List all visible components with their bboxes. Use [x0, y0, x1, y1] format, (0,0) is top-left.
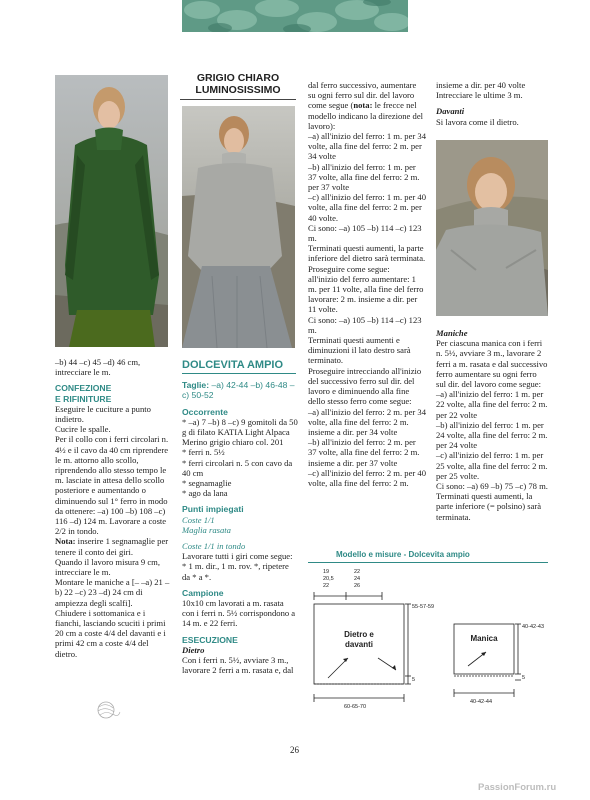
col3-line-4: Terminati questi aumenti, la parte inferiore del dietro sarà terminata. — [308, 243, 426, 264]
col3-line-2: –c) all'inizio del ferro: 1 m. per 40 volte, alla fine del ferro: 2 m. per 40 volte. — [308, 192, 427, 223]
col4-top-1: insieme a dir. per 40 volte — [436, 80, 526, 90]
occorrente-3: * ferri circolari n. 5 con cavo da 40 cm — [182, 457, 293, 478]
col3-text — [308, 80, 426, 488]
maniche-line-3: –c) all'inizio del ferro: 1 m. per 25 volte, alla fine del ferro: 2 m. per 25 volte. — [436, 450, 548, 481]
col3-p1a: dal ferro successivo, aumentare su ogni ferro sul dir. del lavoro come segue ( — [308, 80, 417, 111]
col4-top-2: Intrecciare le ultime 3 m. — [436, 90, 523, 101]
section-title-line-2: LUMINOSISSIMO — [195, 84, 281, 96]
top-left-measure-1: 19 — [323, 569, 330, 575]
punto-rasata: Maglia rasata — [182, 524, 231, 535]
label-manica: Manica — [470, 634, 498, 643]
top-right-measure-1: 22 — [354, 569, 361, 575]
col1-text — [55, 357, 171, 659]
esecuzione-label: ESECUZIONE — [182, 634, 238, 645]
maniche-label: Maniche — [436, 328, 468, 338]
nota-label: Nota: — [55, 536, 76, 547]
campione-label: Campione — [182, 587, 224, 598]
photo-smiling-woman — [436, 140, 548, 316]
maniche-line-5: Terminati questi aumenti, la parte inferiore (= polsino) sarà terminata. — [436, 491, 542, 522]
col3-line-9: Proseguire intrecciando all'inizio del successivo ferro sul dir. del lavoro e diminuendo alla fine dello stesso ferro come segue: — [308, 365, 422, 407]
top-left-measure-2: 20,5 — [323, 576, 334, 582]
col1-body2-2: Chiudere i sottomanica e i fianchi, lasciando scuciti i primi 20 cm a coste 4/4 del davanti e i primi 42 cm a coste 4/4 del dietro. — [55, 607, 166, 659]
davanti-text: Si lavora come il dietro. — [436, 116, 519, 127]
label-dietro-davanti-2: davanti — [344, 640, 373, 649]
col3-p1b: nota: — [353, 100, 373, 111]
occorrente-2: * ferri n. 5½ — [182, 447, 225, 458]
taglie-label: Taglie: — [182, 380, 210, 391]
confezione-heading-1: CONFEZIONE — [55, 383, 112, 394]
bottom-measure-b: 40-42-44 — [470, 699, 493, 705]
punti-label: Punti impiegati — [182, 504, 244, 515]
confezione-heading-2: E RIFINITURE — [55, 393, 112, 404]
section-title — [180, 72, 296, 96]
pattern-diagram — [308, 548, 548, 728]
occorrente-1: * –a) 7 –b) 8 –c) 9 gomitoli da 50 g di filato KATIA Light Alpaca Merino grigio chiaro col. 201 — [182, 416, 298, 448]
col3-line-12: –c) all'inizio del ferro: 2 m. per 40 volte, alla fine del ferro: 2 m. — [308, 467, 427, 488]
punto-coste: Coste 1/1 — [182, 514, 215, 525]
top-right-measure-2: 24 — [354, 576, 361, 582]
yarn-ball-icon — [95, 700, 121, 720]
col3-p1c: le frecce nel modello indicano la direzione del lavoro): — [308, 100, 424, 131]
maniche-line-0: Per ciascuna manica con i ferri n. 5½, avviare 3 m., lavorare 2 ferri a m. rasata e dal successivo ferro aumentare su ogni ferro sul dir. del lavoro come segue: — [436, 338, 548, 390]
davanti-label: Davanti — [436, 106, 465, 117]
col1-body2-0: Quando il lavoro misura 9 cm, intrecciare le m. — [55, 556, 161, 578]
col3-line-1: –b) all'inizio del ferro: 1 m. per 37 volte, alla fine del ferro: 2 m. per 37 volte — [308, 161, 420, 193]
side-measure-a: 5 — [412, 677, 416, 683]
right-measure-b: 40-42-43 — [522, 624, 545, 630]
occorrente-5: * ago da lana — [182, 488, 228, 499]
col3-line-10: –a) all'inizio del ferro: 2 m. per 34 volte, alla fine del ferro: 2 m. insieme a dir. per 34 volte — [308, 406, 427, 437]
dolcevita-rule — [182, 373, 296, 374]
col4-top — [436, 80, 548, 127]
maniche-line-1: –a) all'inizio del ferro: 1 m. per 22 volte, alla fine del ferro: 2 m. per 22 volte — [436, 389, 548, 420]
dolcevita-title: DOLCEVITA AMPIO — [182, 359, 284, 371]
side-measure-b: 5 — [522, 675, 526, 681]
photo-green-sweater — [55, 75, 168, 347]
col1-body-0: Eseguire le cuciture a punto indietro. — [55, 403, 151, 425]
col3-line-5: Proseguire come segue: — [308, 263, 390, 274]
watermark: PassionForum.ru — [478, 782, 557, 793]
label-dietro-davanti-1: Dietro e — [344, 630, 374, 639]
col3-line-3: Ci sono: –a) 105 –b) 114 –c) 123 m. — [308, 222, 422, 244]
dietro-text: Con i ferri n. 5½, avviare 3 m., lavorare 2 ferri a m. rasata e, dal — [182, 655, 294, 676]
diagram-title: Modello e misure - Dolcevita ampio — [336, 550, 470, 559]
col3-line-11: –b) all'inizio del ferro: 2 m. per 37 volte, alla fine del ferro: 2 m. insieme a dir. per 37 volte — [308, 437, 420, 468]
col3-line-6: all'inizio del ferro aumentare: 1 m. per 11 volte, alla fine del ferro lavorare: 2 m. insieme a dir. per 11 volte. — [308, 273, 424, 315]
col4-maniche — [436, 328, 548, 522]
photo-grey-turtleneck — [182, 106, 295, 348]
header-banner — [182, 0, 408, 32]
col2-text — [182, 360, 298, 675]
nota-text: inserire 1 segnamaglie per tenere il conto dei giri. — [55, 536, 169, 557]
page-number: 26 — [290, 745, 299, 755]
dietro-label: Dietro — [182, 644, 205, 655]
top-right-measure-3: 26 — [354, 583, 361, 589]
maniche-line-4: Ci sono: –a) 69 –b) 75 –c) 78 m. — [436, 481, 548, 492]
col1-body-1: Cucire le spalle. — [55, 424, 111, 435]
occorrente-4: * segnamaglie — [182, 478, 232, 489]
section-title-line-1: GRIGIO CHIARO — [196, 72, 280, 84]
right-measure-a: 55-57-59 — [412, 604, 435, 610]
col3-line-0: –a) all'inizio del ferro: 1 m. per 34 volte, alla fine del ferro: 2 m. per 34 volte — [308, 131, 427, 162]
bottom-measure-a: 60-65-70 — [344, 704, 367, 710]
col3-line-7: Ci sono: –a) 105 –b) 114 –c) 123 m. — [308, 314, 422, 335]
col1-body-2: Per il collo con i ferri circolari n. 4½ e il cavo da 40 cm riprendere le m. attorno allo scollo, riprendendo allo stesso tempo le m. lasciate in attesa dello scollo posteriore e aumentando o diminuendo sul 1° ferro in modo da ottenere: –a) 100 –b) 108 –c) 116 –d) 124 m. Lavorare a coste 2/2 in tondo. — [55, 434, 169, 537]
coste-text: Lavorare tutti i giri come segue: * 1 m. dir., 1 m. rov. *, ripetere da * a *. — [182, 551, 293, 582]
campione-text: 10x10 cm lavorati a m. rasata con i ferri n. 5½ corrispondono a 14 m. e 22 ferri. — [182, 598, 296, 629]
taglie-value: –a) 42-44 –b) 46-48 –c) 50-52 — [182, 380, 295, 401]
maniche-line-2: –b) all'inizio del ferro: 1 m. per 24 volte, alla fine del ferro: 2 m. per 24 volte — [436, 419, 548, 451]
top-left-measure-3: 22 — [323, 583, 330, 589]
col1-top: –b) 44 –c) 45 –d) 46 cm, intrecciare le m. — [55, 357, 141, 378]
coste-label: Coste 1/1 in tondo — [182, 541, 246, 552]
col1-body2-1: Montare le maniche a [– –a) 21 –b) 22 –c) 23 –d) 24 cm di ampiezza degli scalfi]. — [55, 577, 170, 608]
col3-line-8: Terminati questi aumenti e diminuzioni il lato destro sarà terminato. — [308, 335, 411, 366]
occorrente-label: Occorrente — [182, 406, 228, 417]
title-rule — [180, 99, 296, 100]
